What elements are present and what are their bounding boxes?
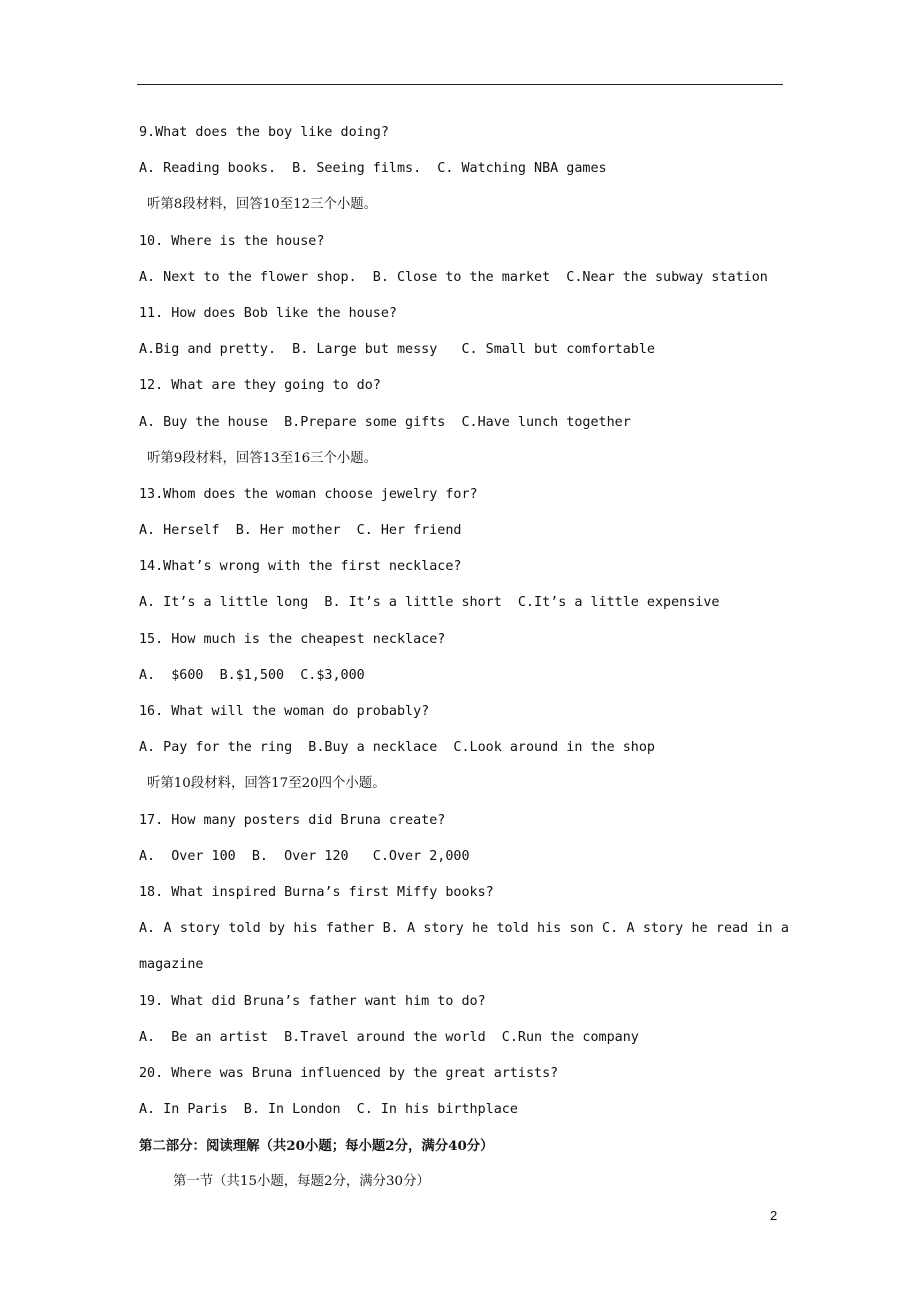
instruction-line: 听第8段材料，回答10至12三个小题。 bbox=[147, 197, 378, 213]
document-body bbox=[139, 115, 789, 1201]
question-line: 9.What does the boy like doing? bbox=[139, 125, 389, 140]
section-heading: 第二部分：阅读理解（共20小题；每小题2分，满分40分） bbox=[139, 1138, 494, 1155]
question-line: A. In Paris B. In London C. In his birthplace bbox=[139, 1102, 518, 1118]
question-line: 10. Where is the house? bbox=[139, 233, 325, 249]
question-line: 13.Whom does the woman choose jewelry for? bbox=[139, 486, 478, 502]
question-line: A. Buy the house B.Prepare some gifts C.Have lunch together bbox=[139, 414, 631, 430]
question-line: A. Pay for the ring B.Buy a necklace C.Look around in the shop bbox=[139, 740, 655, 756]
question-line: A. Be an artist B.Travel around the world C.Run the company bbox=[139, 1029, 639, 1045]
question-line: A. A story told by his father B. A story he told his son C. A story he read in a magazine bbox=[139, 921, 789, 973]
instruction-line: 第一节（共15小题，每题2分，满分30分） bbox=[173, 1174, 430, 1190]
instruction-line: 听第10段材料，回答17至20四个小题。 bbox=[147, 776, 386, 792]
question-line: A. Herself B. Her mother C. Her friend bbox=[139, 523, 462, 539]
question-line: A. $600 B.$1,500 C.$3,000 bbox=[139, 667, 365, 683]
question-line: 19. What did Bruna’s father want him to do? bbox=[139, 993, 486, 1009]
question-line: A. Reading books. B. Seeing films. C. Watching NBA games bbox=[139, 161, 607, 177]
question-line: 16. What will the woman do probably? bbox=[139, 704, 430, 719]
question-line: A. It’s a little long B. It’s a little short C.It’s a little expensive bbox=[139, 595, 720, 611]
question-line: A. Next to the flower shop. B. Close to the market C.Near the subway station bbox=[139, 269, 768, 285]
header-rule bbox=[137, 84, 783, 85]
question-line: A.Big and pretty. B. Large but messy C. Small but comfortable bbox=[139, 342, 655, 358]
question-line: 14.What’s wrong with the first necklace? bbox=[139, 559, 462, 575]
question-line: 15. How much is the cheapest necklace? bbox=[139, 631, 446, 647]
question-line: 11. How does Bob like the house? bbox=[139, 305, 397, 321]
question-line: 18. What inspired Burna’s first Miffy books? bbox=[139, 884, 494, 900]
question-line: A. Over 100 B. Over 120 C.Over 2,000 bbox=[139, 848, 470, 864]
question-line: 17. How many posters did Bruna create? bbox=[139, 812, 446, 828]
question-line: 20. Where was Bruna influenced by the great artists? bbox=[139, 1065, 559, 1081]
question-line: 12. What are they going to do? bbox=[139, 378, 381, 394]
page-number: 2 bbox=[770, 1208, 778, 1223]
instruction-line: 听第9段材料，回答13至16三个小题。 bbox=[147, 450, 378, 466]
